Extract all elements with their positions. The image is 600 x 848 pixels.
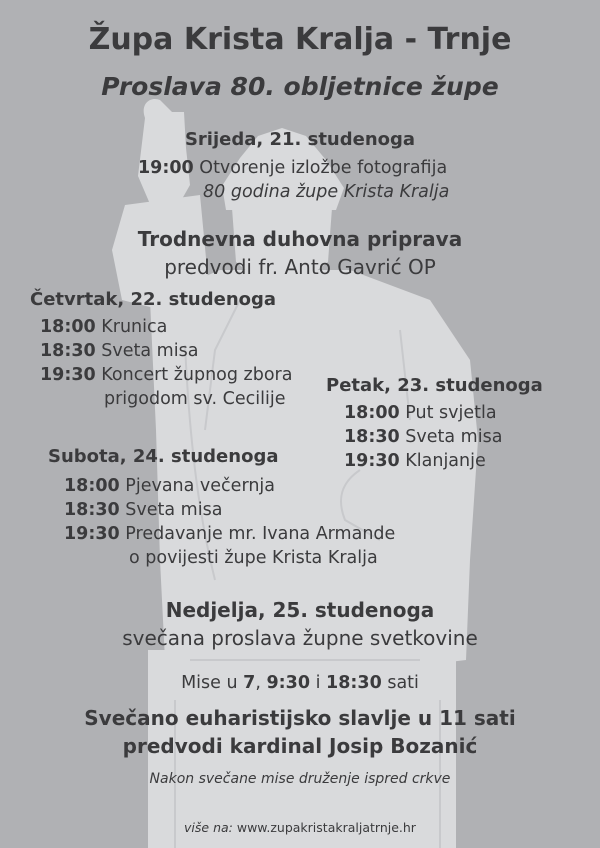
saturday-heading: Subota, 24. studenoga <box>48 446 279 467</box>
mass-time-1: 7 <box>243 673 256 693</box>
event-text: Sveta misa <box>101 341 199 361</box>
event-text: Pjevana večernja <box>125 476 276 496</box>
event-time: 18:00 <box>40 317 96 337</box>
list-item <box>40 365 292 385</box>
thursday-heading: Četvrtak, 22. studenoga <box>30 289 277 310</box>
wednesday-event <box>138 158 447 178</box>
page-title: Župa Krista Kralja - Trnje <box>88 22 512 57</box>
sunday-subheading: svečana proslava župne svetkovine <box>122 626 478 650</box>
event-text: Klanjanje <box>405 451 486 471</box>
sunday-heading: Nedjelja, 25. studenoga <box>165 598 435 622</box>
list-item <box>64 500 222 520</box>
saturday-item3-line2: o povijesti župe Krista Kralja <box>129 548 378 568</box>
list-item <box>344 427 502 447</box>
event-time: 18:30 <box>64 500 120 520</box>
list-item <box>64 476 275 496</box>
event-text: Put svjetla <box>405 403 497 423</box>
list-item <box>64 524 395 544</box>
website-link[interactable]: www.zupakristakraljatrnje.hr <box>236 820 416 835</box>
event-time: 19:30 <box>40 365 96 385</box>
solemn-mass-line1: Svečano euharistijsko slavlje u 11 sati <box>84 706 516 730</box>
thursday-item3-line2: prigodom sv. Cecilije <box>104 389 286 409</box>
event-time: 18:30 <box>40 341 96 361</box>
triduum-leader: predvodi fr. Anto Gavrić OP <box>164 255 436 279</box>
list-item <box>344 451 486 471</box>
event-text: Otvorenje izložbe fotografija <box>199 158 448 178</box>
event-time: 19:30 <box>344 451 400 471</box>
event-time: 19:00 <box>138 158 194 178</box>
event-text: Koncert župnog zbora <box>101 365 293 385</box>
wednesday-event-line2: 80 godina župe Krista Kralja <box>203 182 450 202</box>
list-item <box>40 317 167 337</box>
event-time: 18:00 <box>64 476 120 496</box>
event-time: 18:00 <box>344 403 400 423</box>
list-item <box>40 341 198 361</box>
list-item <box>344 403 497 423</box>
mass-time-3: 18:30 <box>326 673 382 693</box>
wednesday-heading: Srijeda, 21. studenoga <box>184 129 416 150</box>
event-text: Sveta misa <box>125 500 223 520</box>
event-text: Sveta misa <box>405 427 503 447</box>
friday-heading: Petak, 23. studenoga <box>326 375 543 396</box>
after-mass-note: Nakon svečane mise druženje ispred crkve <box>149 771 451 787</box>
mass-separator: , <box>255 673 261 693</box>
mass-time-2: 9:30 <box>266 673 311 693</box>
mass-times <box>0 673 600 693</box>
triduum-heading: Trodnevna duhovna priprava <box>137 227 463 251</box>
footer-more-label: više na: <box>184 820 233 835</box>
masses-suffix: sati <box>387 673 419 693</box>
page-subtitle: Proslava 80. obljetnice župe <box>101 72 499 101</box>
footer <box>0 820 600 835</box>
event-text: Predavanje mr. Ivana Armande <box>125 524 396 544</box>
event-text: Krunica <box>101 317 168 337</box>
mass-separator: i <box>315 673 321 693</box>
masses-prefix: Mise u <box>181 673 238 693</box>
solemn-mass-line2: predvodi kardinal Josip Bozanić <box>122 734 478 758</box>
event-time: 18:30 <box>344 427 400 447</box>
event-time: 19:30 <box>64 524 120 544</box>
